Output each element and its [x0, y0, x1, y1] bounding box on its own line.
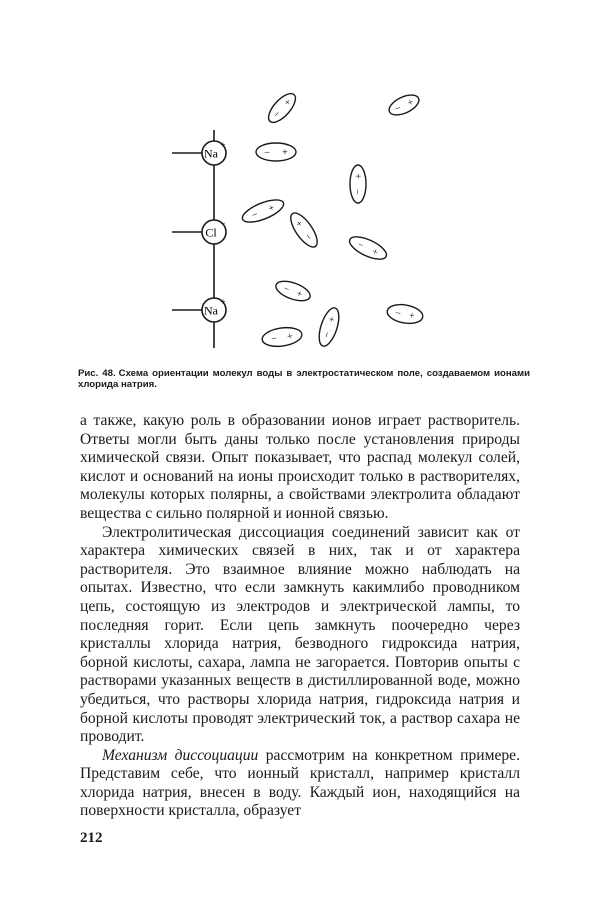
svg-text:+: +: [220, 297, 226, 307]
water-dipole: [273, 277, 312, 304]
dipole-plus-sign: +: [267, 202, 277, 215]
dipole-minus-sign: −: [394, 307, 402, 320]
dipole-plus-sign: +: [405, 96, 416, 110]
figure-label: Рис. 48.: [78, 368, 116, 379]
dipole-plus-sign: +: [351, 173, 363, 179]
caption-text: Схема ориентации молекул воды в электростатическом поле, создаваемом ионами хлорида натрия.: [78, 368, 530, 390]
water-dipole: [264, 89, 300, 126]
dipole-plus-sign: +: [369, 246, 380, 259]
dipole-minus-sign: −: [351, 189, 363, 195]
svg-text:Cl: Cl: [205, 225, 217, 240]
dipole-minus-sign: −: [270, 333, 278, 345]
water-dipole: [240, 195, 287, 226]
svg-text:−: −: [220, 218, 226, 228]
paragraph-3: [80, 747, 520, 821]
dipole-minus-sign: −: [321, 330, 334, 340]
dipole-minus-sign: −: [264, 147, 270, 159]
water-dipole: [256, 143, 296, 161]
dipole-plus-sign: +: [282, 96, 295, 109]
ion-na-bottom: [202, 297, 226, 322]
page-number: 212: [80, 830, 103, 846]
dipole-minus-sign: −: [355, 239, 366, 252]
paragraph-1: а также, какую роль в образовании ионов играет растворитель. Ответы могли быть даны только после установления природы химической связи. Опыт показывает, что распад молекул солей, кислот и оснований на ионы происходит только в растворителях, молекулы которых полярны, а свойствами электролита обладают вещества с сильно полярной и ионной связью.: [80, 412, 520, 522]
dipole-plus-sign: +: [294, 288, 304, 301]
water-dipole: [386, 302, 425, 326]
paragraph-3-text: рассмотрим на конкретном примере. Представим себе, что ионный кристалл, например кристалл хлорида натрия, внесен в воду. Каждый ион, находящийся на поверхности кристалла, образует: [80, 746, 520, 820]
ion-na-top: [202, 140, 226, 165]
water-dipole: [261, 325, 303, 348]
dipole-plus-sign: +: [286, 331, 294, 343]
dipole-plus-sign: +: [282, 147, 288, 159]
water-dipole: [350, 165, 366, 203]
paragraph-2: Электролитическая диссоциация соединений зависит как от характера химических связей в них, так и от характера растворителя. Это взаимное влияние можно наблюдать на опытах. Известно, что если замкнуть какимлибо проводником цепь, состоящую из электродов и электрической лампы, то последняя горит. Если цепь замкнуть поочередно через кристаллы хлорида натрия, безводного гидроксида натрия, борной кислоты, сахара, лампа не загорается. Повторив опыты с растворами указанных веществ в дистиллированной воде, можно убедиться, что растворы хлорида натрия, гидроксида натрия и борной кислоты проводят электрический ток, а раствор сахара не проводит.: [80, 523, 520, 746]
water-dipole: [315, 306, 343, 349]
dipole-minus-sign: −: [393, 102, 403, 116]
dipole-minus-sign: −: [301, 231, 314, 243]
svg-text:Na: Na: [204, 146, 218, 161]
dipole-plus-sign: +: [292, 218, 305, 230]
figure-48: [150, 80, 450, 365]
dipole-minus-sign: −: [281, 283, 291, 296]
svg-text:+: +: [220, 140, 226, 150]
body-text: [80, 412, 520, 821]
water-dipole: [286, 209, 322, 251]
figure-caption: [78, 368, 530, 390]
emphasis-term: Механизм диссоциации: [102, 746, 259, 764]
dipole-plus-sign: +: [326, 315, 339, 325]
dipole-minus-sign: −: [271, 108, 284, 121]
svg-text:Na: Na: [204, 303, 218, 318]
water-dipole: [346, 232, 389, 263]
water-dipole: [386, 91, 422, 119]
dipole-plus-sign: +: [407, 310, 416, 323]
ion-cl-middle: [202, 218, 226, 244]
water-orientation-diagram: [150, 80, 450, 365]
water-molecules: [240, 89, 425, 348]
dipole-minus-sign: −: [250, 209, 260, 222]
